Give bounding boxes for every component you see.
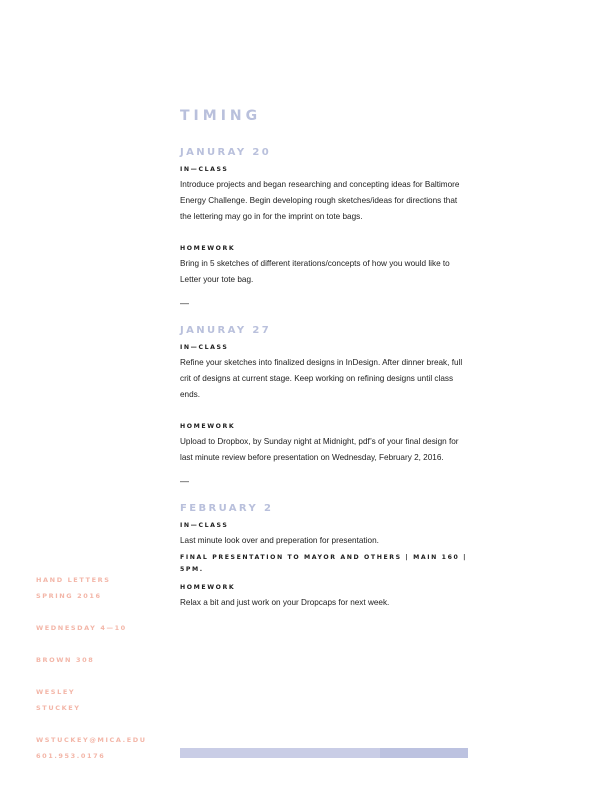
homework-label: HOMEWORK (180, 245, 236, 252)
in-class-label: IN—CLASS (180, 522, 229, 529)
homework-text: Upload to Dropbox, by Sunday night at Midnight, pdf’s of your final design for last minute review before presentation on Wednesday, February 2, 2016. (180, 437, 459, 462)
section-january-27 (180, 324, 470, 486)
main-content (180, 108, 470, 611)
instructor-first-name: WESLEY (36, 688, 76, 696)
homework-label: HOMEWORK (180, 423, 236, 430)
section-divider: — (180, 298, 189, 308)
section-january-20 (180, 146, 470, 308)
in-class-text: Last minute look over and preperation for presentation. (180, 536, 379, 545)
section-date: JANURAY 27 (180, 325, 272, 336)
homework-text: Bring in 5 sketches of different iterations/concepts of how you would like to Letter your tote bag. (180, 259, 450, 284)
instructor-last-name: STUCKEY (36, 704, 81, 712)
in-class-text: Refine your sketches into finalized designs in InDesign. After dinner break, full crit of designs at current stage. Keep working on refining designs until class ends. (180, 358, 463, 399)
footer-bar-fill (180, 748, 380, 758)
course-room: BROWN 308 (36, 656, 95, 664)
final-presentation-callout: FINAL PRESENTATION TO MAYOR AND OTHERS | MAIN 160 | 5PM. (180, 554, 468, 573)
footer-bar (180, 748, 468, 758)
homework-label: HOMEWORK (180, 584, 236, 591)
instructor-phone: 601.953.0176 (36, 752, 106, 760)
instructor-email: WSTUCKEY@MICA.EDU (36, 736, 147, 744)
in-class-text: Introduce projects and began researching and concepting ideas for Baltimore Energy Challenge. Begin developing rough sketches/ideas for directions that the lettering may go in for the imprint on tote bags. (180, 180, 460, 221)
in-class-label: IN—CLASS (180, 166, 229, 173)
section-divider: — (180, 476, 189, 486)
course-info-sidebar (36, 572, 166, 764)
page-title: TIMING (180, 108, 262, 124)
homework-text: Relax a bit and just work on your Dropcaps for next week. (180, 598, 390, 607)
course-name: HAND LETTERS (36, 576, 111, 584)
course-term: SPRING 2016 (36, 592, 102, 600)
course-schedule: WEDNESDAY 4—10 (36, 624, 127, 632)
in-class-label: IN—CLASS (180, 344, 229, 351)
section-date: JANURAY 20 (180, 147, 272, 158)
section-date: FEBRUARY 2 (180, 503, 274, 514)
section-february-2 (180, 502, 470, 611)
